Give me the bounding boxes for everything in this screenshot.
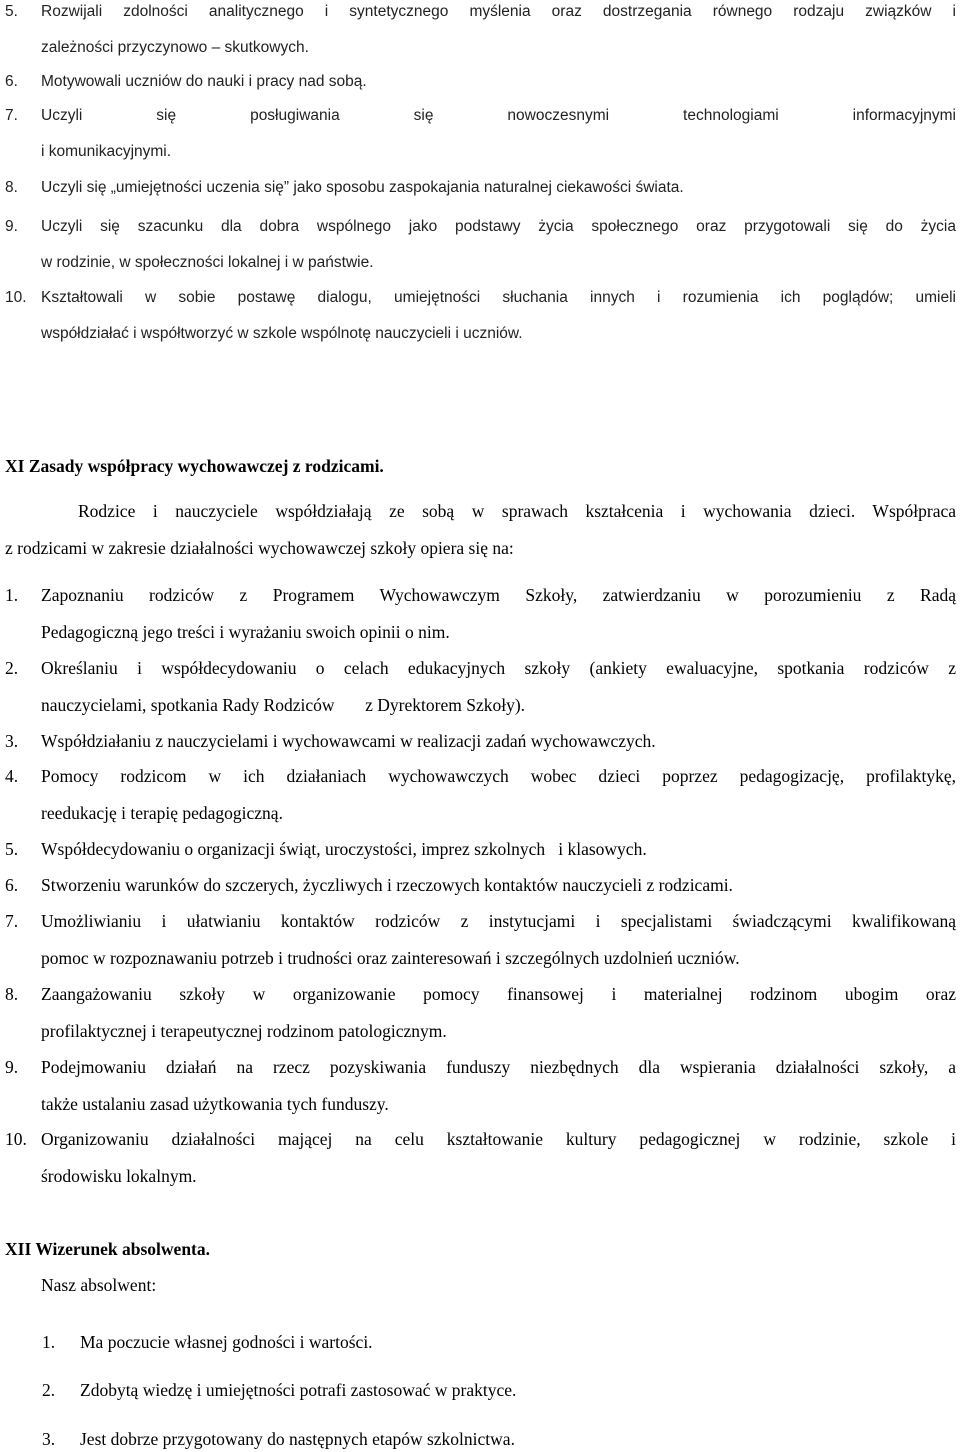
list-item-text: Uczyli się szacunku dla dobra wspólnego jako podstawy życia społecznego oraz przygotowali się do życia	[41, 218, 956, 235]
list-item-number: 1.	[42, 1332, 56, 1352]
list-item-text: Organizowaniu działalności mającej na celu kształtowanie kultury pedagogicznej w rodzinie, szkole i	[41, 1129, 956, 1149]
list-item-number: 7.	[5, 911, 19, 931]
list-item-number: 4.	[5, 766, 19, 786]
list-item-text: w rodzinie, w społeczności lokalnej i w państwie.	[41, 253, 374, 271]
list-item-text: Określaniu i współdecydowaniu o celach edukacyjnych szkoły (ankiety ewaluacyjne, spotkania rodziców z	[41, 658, 956, 678]
list-item	[0, 64, 956, 100]
list-item	[0, 280, 956, 351]
list-item-text: Kształtowali w sobie postawę dialogu, umiejętności słuchania innych i rozumienia ich poglądów; umieli	[41, 289, 956, 306]
list-item	[0, 650, 956, 723]
list-item-number: 9.	[5, 218, 18, 235]
list-item	[0, 0, 956, 65]
list-item-text: Rozwijali zdolności analitycznego i syntetycznego myślenia oraz dostrzegania równego rodzaju związków i	[41, 3, 956, 20]
list-item	[0, 1121, 956, 1194]
list-item-text: Motywowali uczniów do nauki i pracy nad sobą.	[41, 73, 367, 90]
list-item-number: 1.	[5, 585, 19, 605]
list-item-text: Podejmowaniu działań na rzecz pozyskiwania funduszy niezbędnych dla wspierania działalności szkoły, a	[41, 1057, 956, 1077]
list-item-number: 3.	[5, 731, 19, 751]
list-item	[0, 170, 956, 206]
list-item	[0, 976, 956, 1049]
list-item-text: Współdziałaniu z nauczycielami i wychowawcami w realizacji zadań wychowawczych.	[41, 731, 656, 751]
list-item	[0, 758, 956, 831]
list-item-text: Uczyli się posługiwania się nowoczesnymi technologiami informacyjnymi	[41, 107, 956, 124]
list-item	[0, 867, 956, 904]
list-item-text: Pedagogiczną jego treści i wyrażaniu swoich opinii o nim.	[41, 621, 450, 642]
list-item-text: reedukację i terapię pedagogiczną.	[41, 802, 283, 823]
intro-line: Rodzice i nauczyciele współdziałają ze sobą w sprawach kształcenia i wychowania dzieci. Współpraca	[78, 501, 956, 521]
list-item-text: także ustalaniu zasad użytkowania tych funduszy.	[41, 1093, 389, 1114]
list-item	[0, 98, 956, 169]
list-item-text: Pomocy rodzicom w ich działaniach wychowawczych wobec dzieci poprzez pedagogizację, profilaktykę,	[41, 766, 956, 786]
list-item-text: Stworzeniu warunków do szczerych, życzliwych i rzeczowych kontaktów nauczycieli z rodzicami.	[41, 875, 733, 895]
list-item	[0, 209, 956, 280]
list-item-number: 2.	[5, 658, 19, 678]
list-item-number: 9.	[5, 1057, 19, 1077]
list-item	[0, 903, 956, 976]
list-item-text: Ma poczucie własnej godności i wartości.	[80, 1332, 373, 1352]
list-item-text: Uczyli się „umiejętności uczenia się” jako sposobu zaspokajania naturalnej ciekawości świata.	[41, 179, 684, 196]
list-item-text: Zdobytą wiedzę i umiejętności potrafi zastosować w praktyce.	[80, 1380, 517, 1400]
list-item-number: 8.	[5, 179, 18, 196]
list-item	[0, 1049, 956, 1122]
list-item-number: 5.	[5, 839, 19, 859]
list-item	[0, 577, 956, 650]
list-item-text: pomoc w rozpoznawaniu potrzeb i trudności oraz zainteresowań i szczególnych uzdolnień uczniów.	[41, 947, 740, 968]
list-item-text: Zaangażowaniu szkoły w organizowanie pomocy finansowej i materialnej rodzinom ubogim oraz	[41, 984, 956, 1004]
list-item-number: 6.	[5, 875, 19, 895]
list-item-number: 10.	[5, 289, 27, 306]
list-item-text: i komunikacyjnymi.	[41, 142, 172, 160]
list-item-number: 10.	[5, 1129, 27, 1149]
section-xi-heading: XI Zasady współpracy wychowawczej z rodzicami.	[5, 456, 384, 476]
list-item-text: Współdecydowaniu o organizacji świąt, uroczystości, imprez szkolnych i klasowych.	[41, 839, 647, 859]
list-item	[0, 831, 956, 868]
absolwent-lead: Nasz absolwent:	[41, 1275, 157, 1295]
list-item-number: 6.	[5, 73, 18, 90]
list-item-text: Umożliwianiu i ułatwianiu kontaktów rodziców z instytucjami i specjalistami świadczącymi kwalifikowaną	[41, 911, 956, 931]
list-item-text: zależności przyczynowo – skutkowych.	[41, 38, 309, 56]
list-item-number: 3.	[42, 1429, 56, 1449]
list-item-number: 2.	[42, 1380, 56, 1400]
list-item-text: Jest dobrze przygotowany do następnych etapów szkolnictwa.	[80, 1429, 515, 1449]
section-xii-heading: XII Wizerunek absolwenta.	[5, 1239, 211, 1259]
list-item-number: 5.	[5, 3, 18, 20]
list-item	[0, 723, 956, 760]
list-item-text: Zapoznaniu rodziców z Programem Wychowawczym Szkoły, zatwierdzaniu w porozumieniu z Radą	[41, 585, 956, 605]
list-item-number: 7.	[5, 107, 18, 124]
list-item-text: profilaktycznej i terapeutycznej rodzinom patologicznym.	[41, 1020, 447, 1041]
list-item-text: środowisku lokalnym.	[41, 1165, 197, 1186]
list-item-text: nauczycielami, spotkania Rady Rodziców z Dyrektorem Szkoły).	[41, 694, 526, 715]
section-xi-intro	[5, 493, 956, 567]
intro-line: z rodzicami w zakresie działalności wychowawczej szkoły opiera się na:	[5, 538, 514, 558]
list-item-number: 8.	[5, 984, 19, 1004]
list-item-text: współdziałać i współtworzyć w szkole wspólnotę nauczycieli i uczniów.	[41, 324, 523, 342]
